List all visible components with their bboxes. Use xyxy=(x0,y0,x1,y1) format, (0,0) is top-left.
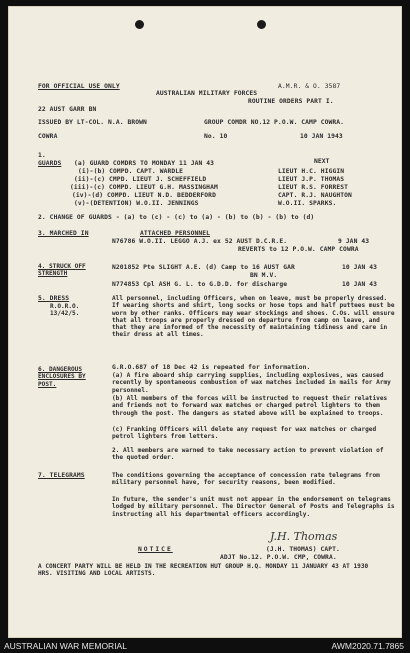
struck-off-unit: BN M.V. xyxy=(250,272,278,279)
guard-row: (i)-(b) COMPD. CAPT. WARDLE xyxy=(78,168,184,175)
signature: J.H. Thomas xyxy=(270,530,338,543)
guard-next: CAPT. R.J. NAUGHTON xyxy=(278,192,352,199)
section-title-guards: GUARDS xyxy=(38,160,62,167)
enclosure-para-2: 2. All members are warned to take necessary action to prevent violation of the quoted order. xyxy=(112,447,384,462)
guard-row: (iii)-(c) COMPD. LIEUT G.H. MASSINGHAM xyxy=(70,184,218,191)
guard-row: (iv)-(d) COMPD. LIEUT N.D. BEDDERFORD xyxy=(72,192,216,199)
footer-accession-id: AWM2020.71.7865 xyxy=(331,641,404,651)
order-number: No. 10 xyxy=(204,133,228,140)
dress-reference: R.O.R.O. 13/42/5. xyxy=(50,303,80,318)
notice-title: NOTICE xyxy=(138,546,173,553)
marched-in-note: REVERTS to 12 P.O.W. CAMP COWRA xyxy=(238,246,359,253)
marched-in-date: 9 JAN 43 xyxy=(338,238,370,245)
document-page xyxy=(8,6,402,638)
gro-reference: G.R.O.687 of 18 Dec 42 is repeated for information. xyxy=(112,364,311,371)
guards-subtitle: (a) GUARD COMDRS TO MONDAY 11 JAN 43 xyxy=(74,160,215,167)
enclosure-para-b: (b) All members of the forces will be instructed to request their relatives and friends not to forward wax matches or charged petrol lighters to them through the post. The dangers as stated above will be explained to troops. xyxy=(112,395,388,417)
section-title-struck-off: 4. STRUCK OFF STRENGTH xyxy=(38,263,86,278)
place: COWRA xyxy=(38,133,58,140)
guard-next: LIEUT H.C. HIGGIN xyxy=(278,168,345,175)
next-label: NEXT xyxy=(314,158,330,165)
order-date: 10 JAN 1943 xyxy=(300,133,343,140)
signatory-name: (J.H. THOMAS) CAPT. xyxy=(266,546,340,553)
struck-off-entry: N201852 Pte SLIGHT A.E. (d) Camp to 16 AUST GAR xyxy=(112,264,295,271)
org-title: AUSTRALIAN MILITARY FORCES xyxy=(156,90,258,97)
issued-by: ISSUED BY LT-COL. N.A. BROWN xyxy=(38,119,147,126)
struck-off-date: 10 JAN 43 xyxy=(342,281,378,288)
section-number: 1. xyxy=(38,152,46,159)
change-of-guards: 2. CHANGE OF GUARDS - (a) to (c) - (c) to (a) - (b) to (b) - (b) to (d) xyxy=(38,214,315,221)
struck-off-entry: N774853 Cpl ASH G. L. to G.D.D. for discharge xyxy=(112,281,288,288)
punch-hole-icon xyxy=(135,20,144,29)
struck-off-date: 10 JAN 43 xyxy=(342,264,378,271)
unit-name: 22 AUST GARR BN xyxy=(38,106,97,113)
document-reference: A.M.R. & O. 3587 xyxy=(278,83,341,90)
section-title-dress: 5. DRESS xyxy=(38,295,70,302)
group-commander: GROUP COMDR NO.12 P.O.W. CAMP COWRA. xyxy=(204,119,345,126)
guard-next: W.O.II. SPARKS. xyxy=(278,200,337,207)
orders-title: ROUTINE ORDERS PART I. xyxy=(248,98,334,105)
guard-next: LIEUT R.S. FORREST xyxy=(278,184,349,191)
guard-next: LIEUT J.P. THOMAS xyxy=(278,176,345,183)
attached-personnel-label: ATTACHED PERSONNEL xyxy=(140,230,211,237)
official-use-label: FOR OFFICIAL USE ONLY xyxy=(38,83,120,90)
adjutant-title: ADJT No.12. P.O.W. CMP, COWRA. xyxy=(220,554,337,561)
guard-row: (ii)-(c) CMPD. LIEUT J. SCHEFFIELD xyxy=(74,176,207,183)
marched-in-entry: N76786 W.O.II. LEGGO A.J. ex 52 AUST D.C.R.E. xyxy=(112,238,288,245)
guard-row: (v)-(DETENTION) W.O.II. JENNINGS xyxy=(74,200,199,207)
notice-text: A CONCERT PARTY WILL BE HELD IN THE RECREATION HUT GROUP H.Q. MONDAY 11 JANUARY 43 AT 1930 HRS. VISITING AND LOCAL ARTISTS. xyxy=(38,563,369,578)
punch-hole-icon xyxy=(257,20,266,29)
footer-bar xyxy=(0,638,410,653)
telegrams-para-2: In future, the sender's unit must not appear in the endorsement on telegrams lodged by military personnel. The Director General of Posts and Telegraphs is instructing all his departmental officers accordingly. xyxy=(112,496,395,518)
enclosure-para-a: (a) A fire aboard ship carrying supplies, including explosives, was caused recently by spontaneous combustion of wax matches included in mails for Army personnel. xyxy=(112,372,391,394)
telegrams-para-1: The conditions governing the acceptance of concession rate telegrams from military personnel have, for security reasons, been modified. xyxy=(112,472,380,487)
dress-paragraph: All personnel, including Officers, when on leave, must be properly dressed. If wearing shorts and shirt, long socks or hose tops and half puttees must be worn by other ranks. Officers may wear stockings and shoes. C.Os. will ensure that all troops are properly dressed on departure from camp on leave, and that they are informed of the necessity of maintaining tidiness and care in their dress at all times. xyxy=(112,295,395,339)
section-title-telegrams: 7. TELEGRAMS xyxy=(38,472,85,479)
section-title-marched-in: 3. MARCHED IN xyxy=(38,230,89,237)
section-title-dangerous-enclosures: 6. DANGEROUS ENCLOSURES BY POST. xyxy=(38,366,86,388)
enclosure-para-c: (c) Franking Officers will delete any request for wax matches or charged petrol lighters from letters. xyxy=(112,426,377,441)
footer-source: AUSTRALIAN WAR MEMORIAL xyxy=(4,641,127,651)
